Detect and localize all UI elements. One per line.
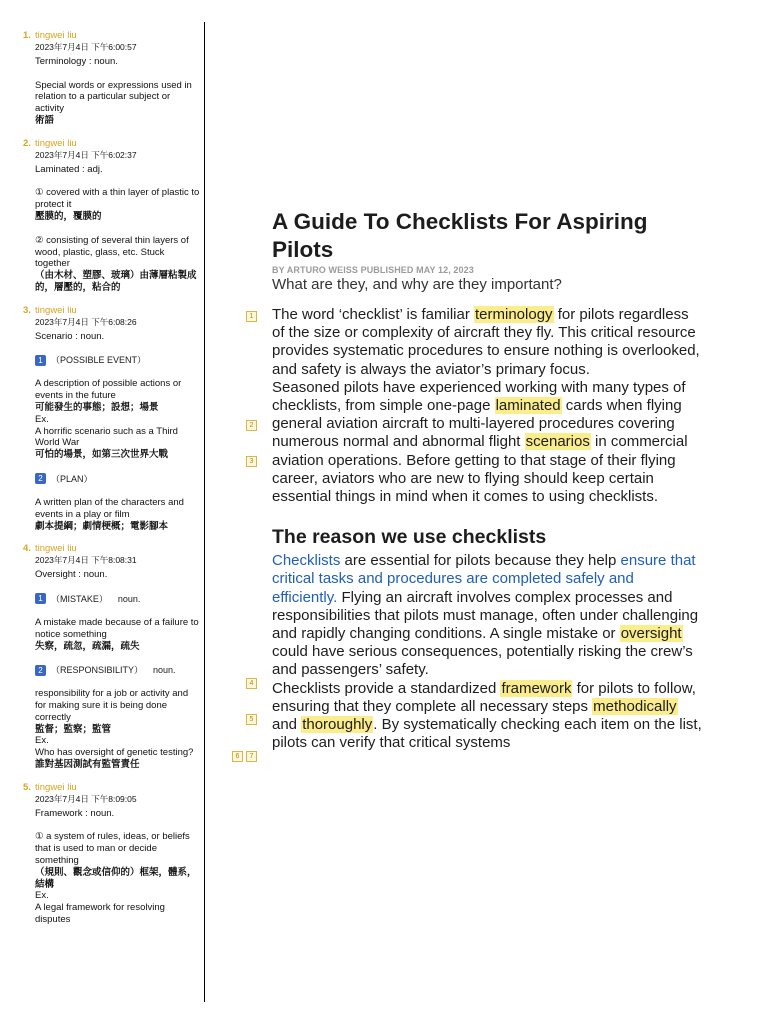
note-item[interactable] xyxy=(0,138,204,294)
note-author: tingwei liu xyxy=(35,30,77,41)
text-run: are essential for pilots because they help xyxy=(340,552,621,570)
note-author: tingwei liu xyxy=(35,781,77,793)
annotation-marker[interactable]: 4 xyxy=(246,678,257,689)
article-byline: BY ARTURO WEISS PUBLISHED MAY 12, 2023 xyxy=(272,265,474,275)
text-run: Seasoned pilots have experienced working with many types of checklists, from simple one-page xyxy=(272,378,686,415)
note-example-translation: 誰對基因測試有監管責任 xyxy=(35,759,140,771)
note-timestamp: 2023年7月4日 下午8:09:05 xyxy=(35,793,137,804)
note-item[interactable] xyxy=(0,782,204,926)
annotation-marker[interactable]: 5 xyxy=(246,714,257,725)
article-subtitle: What are they, and why are they important? xyxy=(272,276,562,293)
note-timestamp: 2023年7月4日 下午8:08:31 xyxy=(35,555,137,566)
text-run: Checklists provide a standardized xyxy=(272,679,501,697)
note-item[interactable] xyxy=(0,305,204,533)
note-item[interactable] xyxy=(0,543,204,771)
annotation-marker[interactable]: 7 xyxy=(246,751,257,762)
highlight-laminated[interactable]: laminated xyxy=(495,397,561,415)
section-heading: The reason we use checklists xyxy=(272,526,547,549)
sense-part-of-speech: noun. xyxy=(153,665,176,676)
note-timestamp: 2023年7月4日 下午6:08:26 xyxy=(35,316,137,327)
note-sense-1: ① a system of rules, ideas, or beliefs that is used to man or decide something xyxy=(35,831,190,867)
note-term: Framework : noun. xyxy=(35,807,115,819)
note-sense-2: ② consisting of several thin layers of wood, plastic, glass, etc. Stuck together xyxy=(35,234,189,270)
sense-number-badge: 1 xyxy=(35,355,46,366)
note-author: tingwei liu xyxy=(35,543,77,555)
note-item[interactable] xyxy=(0,30,204,127)
article-paragraph xyxy=(272,306,702,379)
note-sense-2-header xyxy=(35,473,204,485)
text-run: for pilots to follow, ensuring that they complete all necessary steps xyxy=(272,679,696,715)
text-run: cards when flying general aviation aircraft to multi-layered procedures covering numerous normal and abnormal flight xyxy=(272,397,682,451)
text-run: and xyxy=(272,716,302,734)
note-example: A legal framework for resolving disputes xyxy=(35,902,165,926)
highlight-terminology[interactable]: terminology xyxy=(475,306,553,323)
note-number: 1. xyxy=(23,30,31,41)
note-sense-1-header xyxy=(35,354,204,366)
note-sense-1-translation: 失察，疏忽，疏漏，疏失 xyxy=(35,640,140,652)
sense-number-badge: 2 xyxy=(35,665,46,676)
notes-sidebar xyxy=(0,30,204,937)
highlight-framework[interactable]: framework xyxy=(501,679,572,697)
note-term: Terminology : noun. xyxy=(35,55,118,67)
article-paragraph xyxy=(272,552,702,679)
checklists-link[interactable]: Checklists xyxy=(272,552,341,570)
note-sense-1-definition: A description of possible actions or events in the future xyxy=(35,378,182,402)
sense-part-of-speech: noun. xyxy=(117,593,141,604)
sense-number-badge: 1 xyxy=(35,593,46,604)
note-sense-1-definition: A mistake made because of a failure to notice something xyxy=(35,616,199,640)
note-example: Who has oversight of genetic testing? xyxy=(35,747,194,759)
note-number: 5. xyxy=(23,781,31,793)
note-translation: 術語 xyxy=(35,114,55,126)
note-definition: Special words or expressions used in relation to a particular subject or activity xyxy=(35,79,192,115)
note-timestamp: 2023年7月4日 下午6:00:57 xyxy=(35,42,137,52)
note-number: 2. xyxy=(23,137,31,149)
note-term: Oversight : noun. xyxy=(35,569,108,581)
note-number: 3. xyxy=(23,304,31,316)
note-term: Scenario : noun. xyxy=(35,330,105,342)
article-title: A Guide To Checklists For Aspiring Pilots xyxy=(272,209,648,262)
note-sense-1-header xyxy=(35,593,204,605)
article-paragraph xyxy=(272,680,702,753)
note-sense-2-translation: （由木材、塑膠、玻璃）由薄層粘製成的，層壓的，粘合的 xyxy=(35,270,197,293)
highlight-thoroughly[interactable]: thoroughly xyxy=(302,716,373,734)
note-example: A horrific scenario such as a Third World War xyxy=(35,425,178,449)
annotation-marker[interactable]: 2 xyxy=(246,420,257,431)
note-example-label: Ex. xyxy=(35,413,49,425)
note-example-label: Ex. xyxy=(35,735,49,747)
ensure-tasks-link[interactable]: ensure that critical tasks and procedures are completed safely and efficiently. xyxy=(272,552,696,606)
annotation-marker[interactable]: 6 xyxy=(232,751,243,762)
note-timestamp: 2023年7月4日 下午6:02:37 xyxy=(35,149,137,160)
sense-label: （MISTAKE） xyxy=(51,593,108,604)
note-example-translation: 可怕的場景，如第三次世界大戰 xyxy=(35,449,169,461)
text-run: . By systematically checking each item on the list, pilots can verify that critical systems xyxy=(272,716,702,752)
note-sense-2-definition: A written plan of the characters and events in a play or film xyxy=(35,496,184,520)
note-example-label: Ex. xyxy=(35,890,49,902)
note-sense-1-translation: 壓膜的，覆膜的 xyxy=(35,210,102,222)
highlight-methodically[interactable]: methodically xyxy=(593,697,677,715)
article xyxy=(272,208,702,752)
note-sense-1: ① covered with a thin layer of plastic to protect it xyxy=(35,187,200,211)
note-author: tingwei liu xyxy=(35,137,77,149)
note-term: Laminated : adj. xyxy=(35,163,103,175)
text-run: The word ‘checklist’ is familiar xyxy=(272,306,474,323)
note-sense-1-translation: （規則、觀念或信仰的）框架，體系，結構 xyxy=(35,866,197,890)
article-paragraph xyxy=(272,379,702,506)
sense-label: （PLAN） xyxy=(51,473,93,484)
note-sense-1-translation: 可能發生的事態；設想；場景 xyxy=(35,401,159,413)
text-run: could have serious consequences, potentially risking the crew’s and passengers’ safety. xyxy=(272,643,693,679)
sense-label: （POSSIBLE EVENT） xyxy=(51,355,147,366)
sense-label: （RESPONSIBILITY） xyxy=(51,665,144,676)
note-number: 4. xyxy=(23,543,31,555)
annotation-marker[interactable]: 3 xyxy=(246,456,257,467)
note-sense-2-translation: 劇本提綱；劇情梗概；電影腳本 xyxy=(35,520,169,532)
column-divider xyxy=(204,22,205,1002)
note-sense-2-translation: 監督；監察；監管 xyxy=(35,723,112,735)
text-run: for pilots regardless of the size or complexity of aircraft they fly. This critical resource provides systematic procedures to ensure nothing is overlooked, and safety is always the aviator’s primary focus. xyxy=(272,306,700,378)
note-sense-2-definition: responsibility for a job or activity and for making sure it is being done correctly xyxy=(35,688,189,723)
highlight-oversight[interactable]: oversight xyxy=(620,625,682,643)
text-run: in commercial aviation operations. Before getting to that stage of their flying career, aviators who are new to flying should keep certain essential things in mind when it comes to using checklists. xyxy=(272,433,688,506)
note-author: tingwei liu xyxy=(35,304,77,316)
annotation-marker[interactable]: 1 xyxy=(246,311,257,322)
text-run: Flying an aircraft involves complex processes and responsibilities that pilots must manage, often under challenging and rapidly changing conditions. A single mistake or xyxy=(272,588,699,643)
highlight-scenarios[interactable]: scenarios xyxy=(525,433,590,451)
note-sense-2-header xyxy=(35,664,204,676)
sense-number-badge: 2 xyxy=(35,473,46,484)
